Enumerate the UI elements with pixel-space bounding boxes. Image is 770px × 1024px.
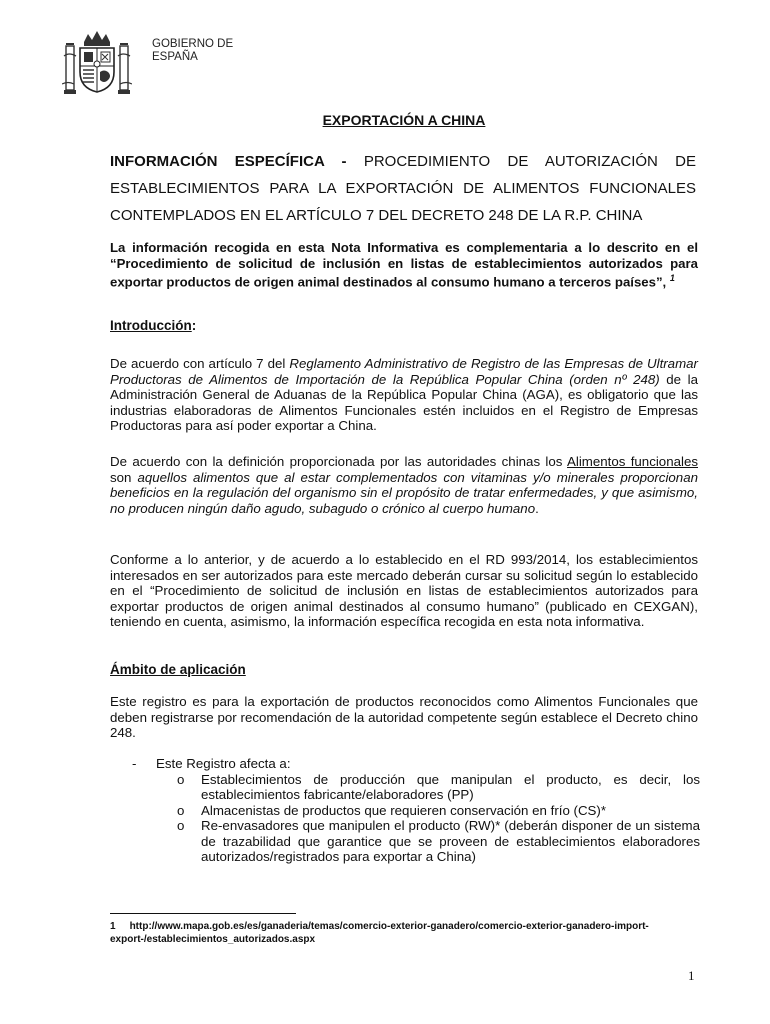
footnote xyxy=(110,920,700,946)
list-item-text: Almacenistas de productos que requieren conservación en frío (CS)* xyxy=(201,802,607,818)
intro-p2-text-a: De acuerdo con la definición proporcionada por las autoridades chinas los xyxy=(110,454,568,469)
coat-of-arms-logo xyxy=(62,28,132,98)
list-item-text: Re-envasadores que manipulen el producto (RW)* (deberán disponer de un sistema de trazabilidad que garantice que se proveen de establecimientos elaboradores autorizados/registrados para exportar a China) xyxy=(201,818,700,864)
intro-p1-text-b: de la Administración General de Aduanas de la República Popular China (AGA), es obligatorio que las industrias elaboradoras de Alimentos Funcionales estén incluidos en el Registro de Empresas Productoras para así poder exportar a China. xyxy=(110,371,698,433)
intro-p1-italic: Reglamento Administrativo de Registro de las Empresas de Ultramar Productoras de Alimentos de Importación de la República Popular China (orden nº 248) xyxy=(110,356,698,387)
ambito-paragraph-1: Este registro es para la exportación de productos reconocidos como Alimentos Funcionales que deben registrarse por recomendación de la autoridad competente según establece el Decreto chino 248. xyxy=(110,694,698,740)
specific-information xyxy=(110,148,696,229)
note-paragraph xyxy=(110,240,698,290)
specific-rest: PROCEDIMIENTO DE AUTORIZACIÓN DE ESTABLECIMIENTOS PARA LA EXPORTACIÓN DE ALIMENTOS FUNCIONALES CONTEMPLADOS EN EL ARTÍCULO 7 DEL DECRETO 248 DE LA R.P. CHINA xyxy=(110,153,697,224)
page-title: EXPORTACIÓN A CHINA xyxy=(322,112,486,128)
circle-bullet: o xyxy=(177,818,185,833)
intro-p2-italic: aquellos alimentos que al estar complementados con vitaminas y/o minerales proporcionan beneficios en la regulación del organismo sin el propósito de tratar enfermedades, y que asimismo, no producen ningún daño agudo, subagudo o crónico al cuerpo humano xyxy=(110,469,698,516)
introduccion-heading-text: Introducción xyxy=(110,318,192,333)
intro-p2-text-b: son xyxy=(110,469,138,485)
introduccion-heading-colon: : xyxy=(191,318,197,333)
footnote-number: 1 xyxy=(110,921,116,932)
introduccion-heading xyxy=(110,318,196,333)
specific-lead: INFORMACIÓN ESPECÍFICA - xyxy=(110,153,347,170)
circle-bullet: o xyxy=(177,771,185,787)
note-text: La información recogida en esta Nota Informativa es complementaria a lo descrito en el “Procedimiento de solicitud de inclusión en listas de establecimientos autorizados para exportar productos de origen animal destinados al consumo humano a terceros países”, xyxy=(110,240,698,290)
page-number: 1 xyxy=(688,968,695,983)
footnote-reference: 1 xyxy=(669,273,675,283)
ambito-heading: Ámbito de aplicación xyxy=(110,662,246,677)
gov-line-2: ESPAÑA xyxy=(152,51,198,63)
list-item xyxy=(110,818,700,865)
registro-list xyxy=(110,756,700,865)
dash-bullet: - xyxy=(132,756,137,771)
intro-paragraph-1 xyxy=(110,356,698,434)
list-intro: Este Registro afecta a: xyxy=(156,756,291,771)
intro-paragraph-3: Conforme a lo anterior, y de acuerdo a lo establecido en el RD 993/2014, los establecimientos interesados en ser autorizados para este mercado deberán cursar su solicitud según lo establecido en el “Procedimiento de solicitud de inclusión en listas de establecimientos autorizados para exportar productos de origen animal destinados al consumo humano” (publicado en CEXGAN), teniendo en cuenta, asimismo, la información específica recogida en esta nota informativa. xyxy=(110,552,698,629)
list-item xyxy=(110,803,700,819)
list-item xyxy=(110,756,700,772)
intro-p1-text-a: De acuerdo con artículo 7 del xyxy=(110,356,290,371)
intro-p2-end: . xyxy=(535,500,539,516)
intro-paragraph-2 xyxy=(110,454,698,516)
footnote-separator xyxy=(110,913,296,914)
government-header xyxy=(152,38,233,64)
list-item-text: Establecimientos de producción que manipulan el producto, es decir, los establecimientos fabricante/elaboradores (PP) xyxy=(201,771,700,802)
intro-p2-underlined: Alimentos funcionales xyxy=(567,454,698,469)
footnote-link[interactable]: http://www.mapa.gob.es/es/ganaderia/temas/comercio-exterior-ganadero/comercio-exterior-ganadero-import-export-/establecimientos_autorizados.aspx xyxy=(110,921,649,945)
circle-bullet: o xyxy=(177,802,185,818)
gov-line-1: GOBIERNO DE xyxy=(152,38,234,50)
list-item xyxy=(110,772,700,803)
